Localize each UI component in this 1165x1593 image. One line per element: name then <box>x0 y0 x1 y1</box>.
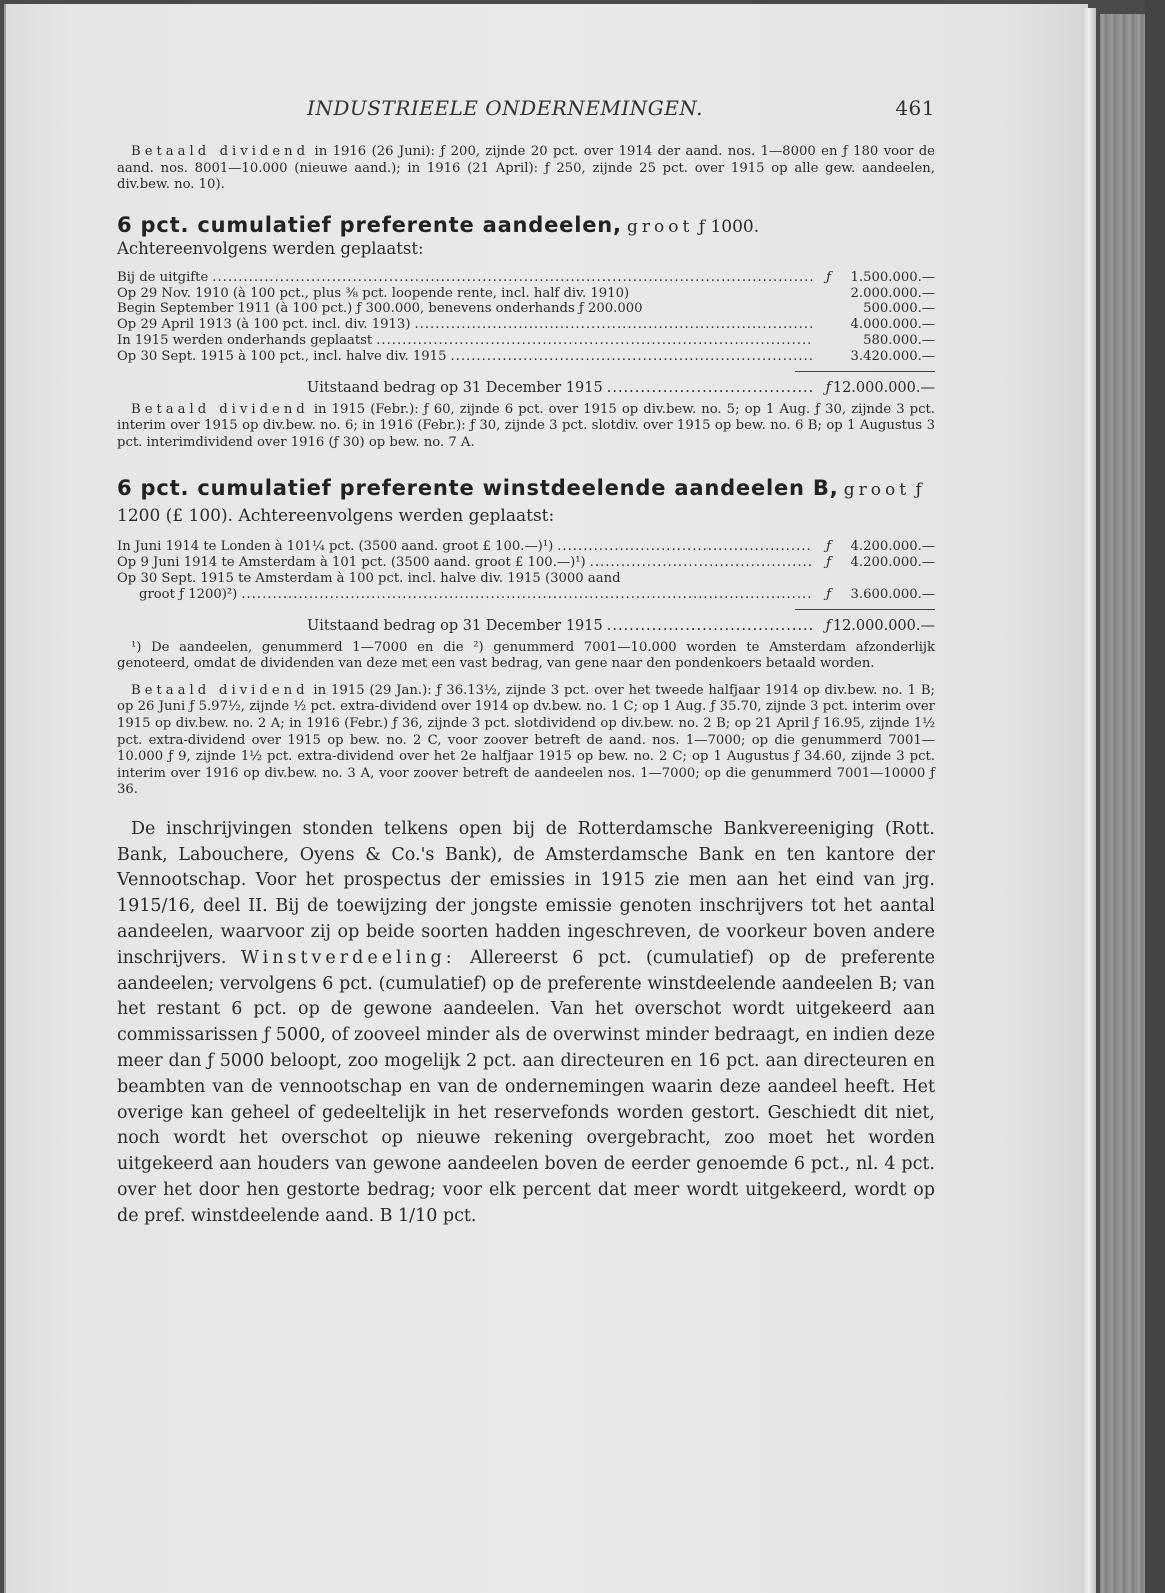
ledger-row: Op 30 Sept. 1915 à 100 pct., incl. halve div. 1915 ..... 3.420.000.— <box>117 349 935 365</box>
section-subheading: Achtereenvolgens werden geplaatst: <box>117 238 424 258</box>
ledger-row: In 1915 werden onderhands geplaatst ..... 580.000.— <box>117 333 935 349</box>
closing-text-part1: De inschrijvingen stonden telkens open bij de Rotterdamsche Bankvereeniging (Rott. Bank, Labouchere, Oyens & Co.'s Bank), de Amsterdamsche Bank en ten kantore der Vennootschap. Voor het prospectus der emissies in 1915 zie men aan het eind van jrg. 1915/16, deel II. Bij de toewijzing der jongste emissie genoten inschrijvers tot het aantal aandeelen, waarvoor zij op beide soorten hadden ingeschreven, de voorkeur boven andere inschrijvers. <box>117 818 935 968</box>
sum-rule <box>795 609 935 610</box>
section1-dividend-paragraph <box>117 402 935 452</box>
section-winstdeelende-aandeelen-b <box>117 475 935 799</box>
page-number: 461 <box>895 96 935 120</box>
page-edge <box>1082 8 1096 1593</box>
winstverdeeling-label: Winstverdeeling: <box>240 947 456 968</box>
dividend-text: in 1915 (Febr.): ƒ 60, zijnde 6 pct. over 1915 op div.bew. no. 5; op 1 Aug. ƒ 30, zijnde 3 pct. interim over 1915 op div.bew. no. 6; in 1916 (Febr.): ƒ 30, zijnde 3 pct. slotdiv. over 1915 op bew. no. 6 B; op 1 Augustus 3 pct. interimdividend over 1916 (ƒ 30) op bew. no. 7 A. <box>117 401 936 450</box>
closing-text-part2: Allereerst 6 pct. (cumulatief) op de preferente aandeelen; vervolgens 6 pct. (cumulatief) op de preferente winstdeelende aandeelen B; van het restant 6 pct. op de gewone aandeelen. Van het overschot wordt uitgekeerd aan commissarissen ƒ 5000, of zooveel minder als de overwinst minder bedraagt, en indien deze meer dan ƒ 5000 beloopt, zoo mogelijk 2 pct. aan directeuren en 16 pct. aan directeuren en beambten van de vennootschap en van de ondernemingen waarin deze aandeel heeft. Het overige kan geheel of gedeeltelijk in het reservefonds worden gestort. Geschiedt dit niet, noch wordt het overschot op nieuwe rekening overgebracht, zoo moet het worden uitgekeerd aan houders van gewone aandeelen boven de eerder genoemde 6 pct., nl. 4 pct. over het door hen gestorte bedrag; voor elk percent dat meer wordt uitgekeerd, wordt op de pref. winstdeelende aand. B 1/10 pct. <box>117 947 935 1226</box>
section-heading-bold: 6 pct. cumulatief preferente winstdeelende aandeelen B, <box>117 476 839 501</box>
section-heading <box>117 475 935 529</box>
ledger-row: Begin September 1911 (à 100 pct.) ƒ 300.000, benevens onderhands ƒ 200.000 500.000.— <box>117 301 935 317</box>
footnote: ¹) De aandeelen, genummerd 1—7000 en die ²) genummerd 7001—10.000 worden te Amsterdam afzonderlijk genoteerd, omdat de dividenden van deze met een vast bedrag, van gene naar den pondenkoers betaald worden. <box>117 639 935 672</box>
groot-label: groot <box>627 216 694 237</box>
intro-dividend-paragraph <box>117 144 935 194</box>
dividend-text: in 1915 (29 Jan.): ƒ 36.13½, zijnde 3 pct. over het tweede halfjaar 1914 op div.bew. no. 1 B; op 26 Juni ƒ 5.97½, zijnde ½ pct. extra-dividend over 1914 op dv.bew. no. 1 C; op 1 Aug. ƒ 35.70, zijnde 3 pct. interim over 1915 op div.bew. no. 2 A; in 1916 (Febr.) ƒ 36, zijnde 3 pct. slotdividend op div.bew. no. 2 B; op 21 April ƒ 16.95, zijnde 1½ pct. extra-dividend over 1915 op bew. no. 2 C, voor zoover betreft de aand. nos. 1—7000; op die genummerd 7001—10.000 ƒ 9, zijnde 1½ pct. extra-dividend over het 2e halfjaar 1915 op bew. no. 2 C; op 1 Augustus ƒ 34.60, zijnde 3 pct. interim over 1916 op div.bew. no. 3 A, voor zoover betreft de aandeelen nos. 1—7000; op die genummerd 7001—10000 ƒ 36. <box>117 682 935 798</box>
dividend-label: Betaald dividend <box>131 682 309 698</box>
dividend-text: in 1916 (26 Juni): ƒ 200, zijnde 20 pct. over 1914 der aand. nos. 1—8000 en ƒ 180 voor de aand. nos. 8001—10.000 (nieuwe aand.); in 1916 (21 April): ƒ 250, zijnde 25 pct. over 1915 op alle gew. aandeelen, div.bew. no. 10). <box>117 144 935 193</box>
section2-dividend-paragraph <box>117 683 935 799</box>
ledger-row: Op 29 Nov. 1910 (à 100 pct., plus ⅜ pct. loopende rente, incl. half div. 1910) 2.000.000.— <box>117 285 935 301</box>
scan-background <box>1145 0 1165 1593</box>
groot-label: groot <box>843 480 911 501</box>
ledger-row: Op 29 April 1913 (à 100 pct. incl. div. 1913) ..... 4.000.000.— <box>117 317 935 333</box>
section-heading-bold: 6 pct. cumulatief preferente aandeelen, <box>117 212 622 237</box>
section-heading <box>117 214 935 238</box>
ledger-row: In Juni 1914 te Londen à 101¼ pct. (3500 aand. groot £ 100.—)¹) ..... ƒ 4.200.000.— <box>117 539 935 555</box>
dividend-label: Betaald dividend <box>131 401 309 417</box>
running-head-title: INDUSTRIEELE ONDERNEMINGEN. <box>307 96 703 120</box>
page-content <box>117 96 935 1247</box>
ledger-row: Op 30 Sept. 1915 te Amsterdam à 100 pct. incl. halve div. 1915 (3000 aand <box>117 570 621 586</box>
ledger-row: Bij de uitgifte ..... ƒ 1.500.000.— <box>117 270 935 286</box>
ledger-row: groot ƒ 1200)²) ..... ƒ 3.600.000.— <box>117 587 935 603</box>
groot-value: ƒ 1000. <box>698 216 760 237</box>
section-subheading: Achtereenvolgens werden geplaatst: <box>238 506 555 527</box>
groot-value: ƒ 1200 (£ 100). <box>117 480 922 527</box>
ledger-row: Op 9 Juni 1914 te Amsterdam à 101 pct. (3500 aand. groot £ 100.—)¹) ..... ƒ 4.200.000.— <box>117 555 935 571</box>
book-spine <box>1100 14 1145 1593</box>
issuance-ledger <box>117 539 935 635</box>
dividend-label: Betaald dividend <box>131 144 310 159</box>
section-preferente-aandeelen <box>117 214 935 452</box>
running-head <box>117 96 935 126</box>
issuance-ledger <box>117 270 935 398</box>
closing-paragraph <box>117 817 935 1230</box>
ledger-total: Uitstaand bedrag op 31 December 1915 ..... ƒ 12.000.000.— <box>117 378 935 398</box>
ledger-total: Uitstaand bedrag op 31 December 1915 ..... ƒ 12.000.000.— <box>117 616 935 636</box>
sum-rule <box>795 371 935 372</box>
